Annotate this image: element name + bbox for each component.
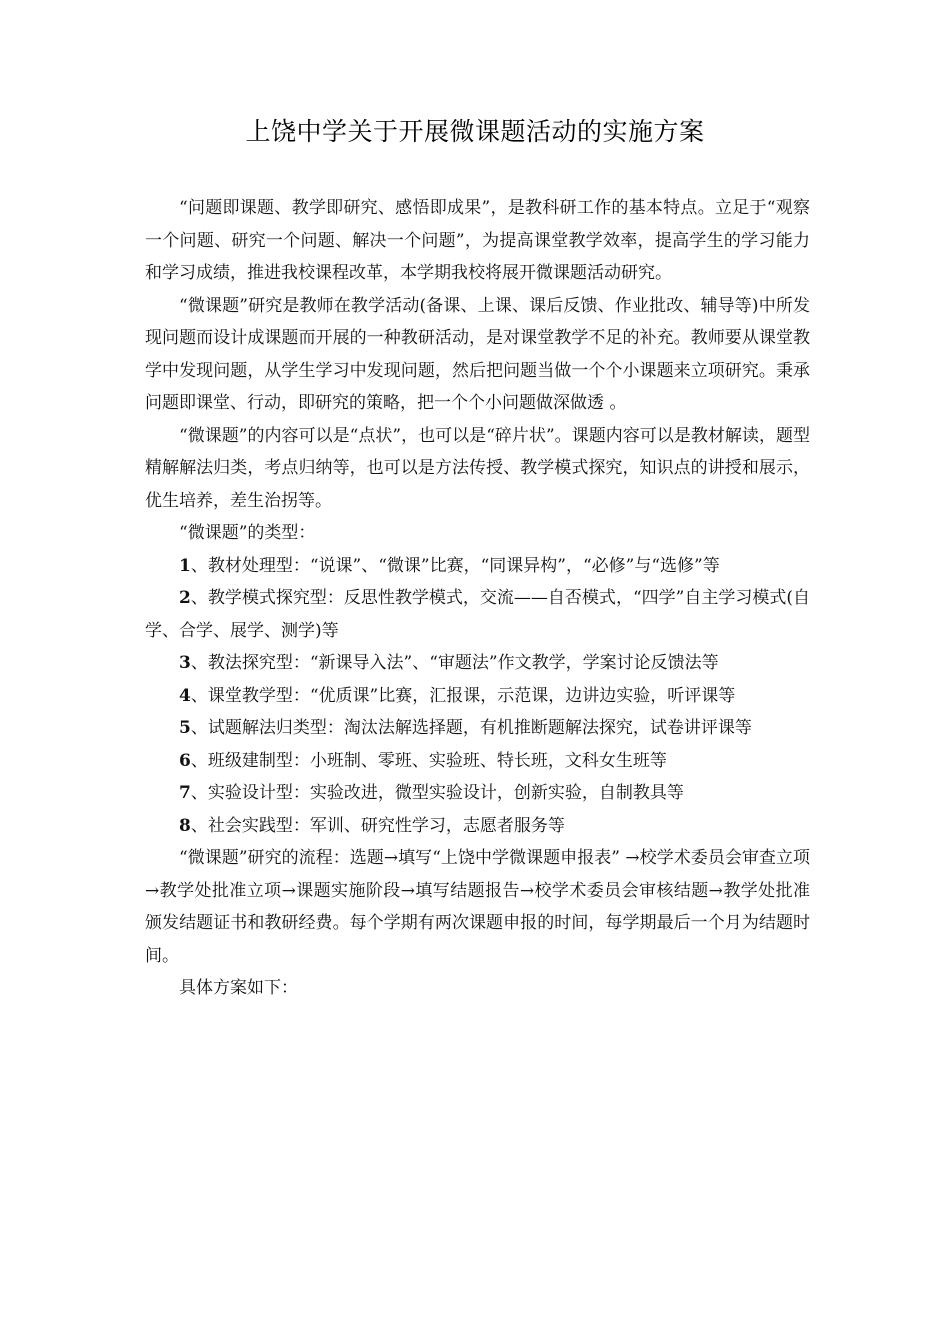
paragraph-intro: “问题即课题、教学即研究、感悟即成果”，是教科研工作的基本特点。立足于“观察一个问题、研究一个问题、解决一个问题”，为提高课堂教学效率，提高学生的学习能力和学习成绩，推进我校课程改革，本学期我校将展开微课题活动研究。	[145, 198, 810, 283]
paragraph-process: “微课题”研究的流程：选题→填写“上饶中学微课题申报表” →校学术委员会审查立项→教学处批准立项→课题实施阶段→填写结题报告→校学术委员会审核结题→教学处批准颁发结题证书和教研经费。每个学期有两次课题申报的时间，每学期最后一个月为结题时间。	[145, 848, 810, 966]
type-text: 、试题解法归类型：淘汰法解选择题，有机推断题解法探究，试卷讲评课等	[190, 718, 752, 738]
type-number: 3	[179, 653, 191, 673]
type-item-8	[145, 810, 810, 843]
types-heading: “微课题”的类型：	[179, 523, 316, 543]
type-text: 、教材处理型：“说课”、“微课”比赛，“同课异构”，“必修”与“选修”等	[190, 555, 720, 576]
type-text: 、教法探究型：“新课导入法”、“审题法”作文教学，学案讨论反馈法等	[190, 653, 719, 673]
document-body	[145, 192, 810, 1005]
type-item-4	[145, 680, 810, 713]
type-text: 、课堂教学型：“优质课”比赛，汇报课，示范课，边讲边实验，听评课等	[190, 685, 736, 706]
type-number: 7	[179, 783, 191, 803]
type-item-6	[145, 745, 810, 778]
type-number: 5	[179, 718, 191, 738]
paragraph-content: “微课题”的内容可以是“点状”，也可以是“碎片状”。课题内容可以是教材解读，题型精解解法归类，考点归纳等，也可以是方法传授、教学模式探究，知识点的讲授和展示，优生培养，差生治拐等。	[145, 425, 810, 511]
type-text: 、社会实践型：军训、研究性学习，志愿者服务等	[190, 815, 565, 836]
type-number: 1	[179, 555, 191, 576]
paragraph-closing: 具体方案如下：	[179, 978, 298, 998]
page-title: 上饶中学关于开展微课题活动的实施方案	[245, 117, 705, 146]
paragraph-definition: “微课题”研究是教师在教学活动(备课、上课、课后反馈、作业批改、辅导等)中所发现问题而设计成课题而开展的一种教研活动，是对课堂教学不足的补充。教师要从课堂教学中发现问题，从学生学习中发现问题，然后把问题当做一个个小课题来立项研究。秉承问题即课堂、行动，即研究的策略，把一个个小问题做深做透 。	[145, 295, 810, 413]
type-item-5	[145, 712, 810, 745]
type-text: 、实验设计型：实验改进，微型实验设计，创新实验，自制教具等	[190, 783, 684, 803]
type-number: 2	[179, 588, 191, 608]
type-text: 、班级建制型：小班制、零班、实验班、特长班，文科女生班等	[190, 750, 667, 771]
type-item-7	[145, 777, 810, 810]
type-item-1	[145, 550, 810, 583]
type-number: 8	[179, 815, 191, 836]
type-item-3	[145, 647, 810, 680]
type-item-2	[145, 582, 810, 647]
type-number: 6	[179, 750, 191, 771]
type-number: 4	[179, 685, 191, 706]
type-text: 、教学模式探究型：反思性教学模式，交流——自否模式，“四学”自主学习模式(自学、合学、展学、测学)等	[145, 588, 810, 641]
